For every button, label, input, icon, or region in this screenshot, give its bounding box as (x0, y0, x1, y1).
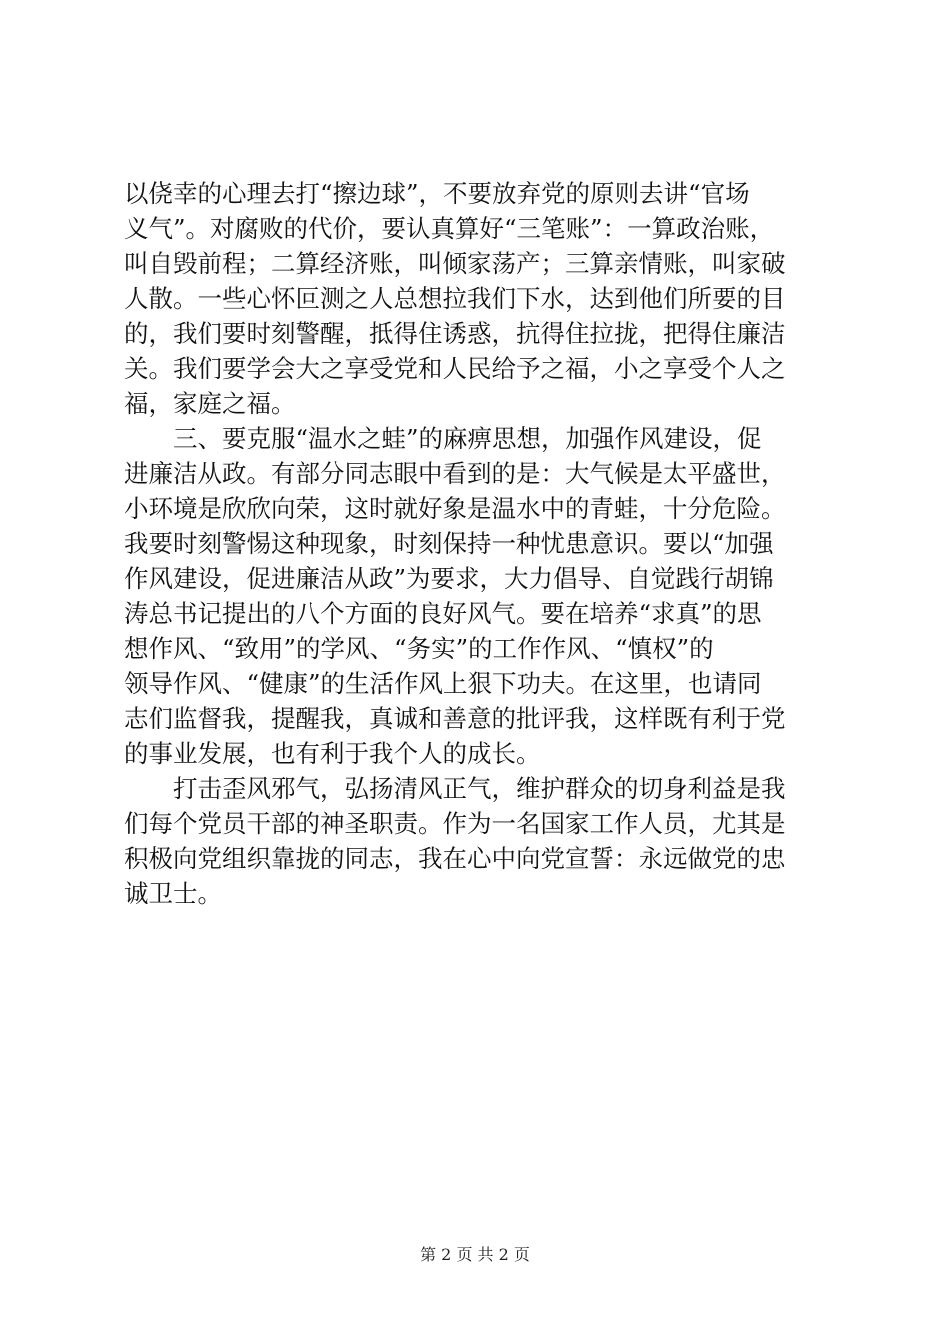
text-line: 小环境是欣欣向荣，这时就好象是温水中的青蛙，十分危险。 (124, 494, 786, 523)
text-line: 志们监督我，提醒我，真诚和善意的批评我，这样既有利于党 (124, 704, 786, 733)
page-number-footer: 第 2 页 共 2 页 (420, 1245, 530, 1264)
text-line: 我要时刻警惕这种现象，时刻保持一种忧患意识。要以“加强 (124, 529, 774, 558)
text-line: 涛总书记提出的八个方面的良好风气。要在培养“求真”的思 (124, 599, 762, 628)
text-line: 的事业发展，也有利于我个人的成长。 (124, 739, 541, 768)
text-line: 关。我们要学会大之享受党和人民给予之福，小之享受个人之 (124, 354, 786, 383)
text-line: 的，我们要时刻警醒，抵得住诱惑，抗得住拉拢，把得住廉洁 (124, 319, 786, 348)
text-line: 作风建设，促进廉洁从政”为要求，大力倡导、自觉践行胡锦 (124, 564, 774, 593)
text-line: 福，家庭之福。 (124, 389, 296, 418)
text-line: 想作风、“致用”的学风、“务实”的工作作风、“慎权”的 (124, 634, 714, 663)
text-line: 人散。一些心怀叵测之人总想拉我们下水，达到他们所要的目 (124, 284, 786, 313)
text-line: 领导作风、“健康”的生活作风上狠下功夫。在这里，也请同 (124, 669, 762, 698)
document-body (124, 176, 836, 911)
text-line: 打击歪风邪气，弘扬清风正气，维护群众的切身利益是我 (124, 774, 786, 803)
text-line: 叫自毁前程；二算经济账，叫倾家荡产；三算亲情账，叫家破 (124, 249, 786, 278)
text-line: 诚卫士。 (124, 879, 222, 908)
text-line: 们每个党员干部的神圣职责。作为一名国家工作人员，尤其是 (124, 809, 786, 838)
text-line: 积极向党组织靠拢的同志，我在心中向党宣誓：永远做党的忠 (124, 844, 786, 873)
text-line: 以侥幸的心理去打“擦边球”，不要放弃党的原则去讲“官场 (124, 179, 750, 208)
text-line: 义气”。对腐败的代价，要认真算好“三笔账”：一算政治账， (124, 214, 775, 243)
text-line: 进廉洁从政。有部分同志眼中看到的是：大气候是太平盛世， (124, 459, 786, 488)
text-line: 三、要克服“温水之蛙”的麻痹思想，加强作风建设，促 (124, 424, 762, 453)
